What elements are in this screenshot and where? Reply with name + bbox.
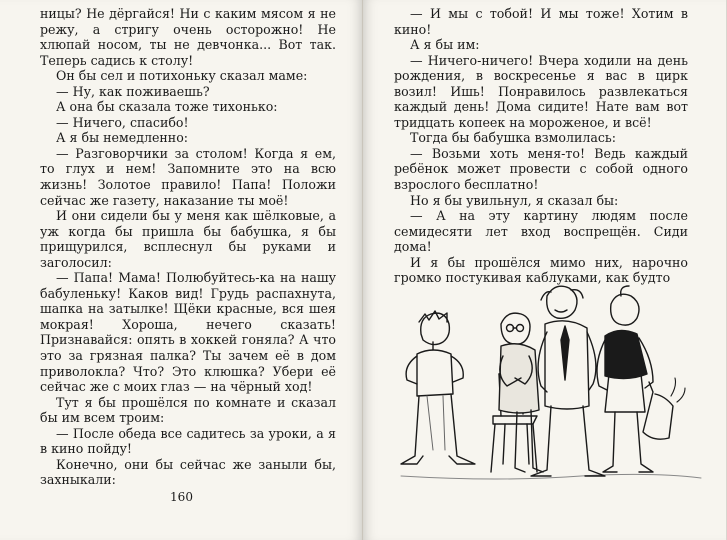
grandfather-figure xyxy=(531,286,605,476)
left-page-text xyxy=(40,6,336,488)
paragraph: — Разговорчики за столом! Когда я ем, то глух и нем! Запомните это на всю жизнь! Золотое правило! Папа! Положи сейчас же газету, наказание ты моё! xyxy=(40,145,336,208)
paragraph: Тогда бы бабушка взмолилась: xyxy=(410,130,617,146)
paragraph: — После обеда все садитесь за уроки, а я в кино пойду! xyxy=(40,425,336,457)
mother-figure xyxy=(597,286,685,472)
right-page xyxy=(363,0,726,540)
paragraph: — Ничего-ничего! Вчера ходили на день рождения, в воскресенье я вас в цирк возил! Ишь! Понравилось развлекаться каждый день! Дома сидите! Нате вам вот тридцать копеек на мороженое, и всё! xyxy=(394,52,688,130)
paragraph: А я бы им: xyxy=(410,37,480,53)
grandmother-figure xyxy=(499,313,543,472)
paragraph: — А на эту картину людям после семидесяти лет вход воспрещён. Сиди дома! xyxy=(394,208,688,255)
paragraph: Но я бы увильнул, я сказал бы: xyxy=(410,192,619,208)
paragraph: И я бы прошёлся мимо них, нарочно громко постукивая каблуками, как будто xyxy=(394,254,688,286)
paragraph: А я бы немедленно: xyxy=(56,130,189,146)
boy-figure xyxy=(401,311,475,464)
paragraph: И они сидели бы у меня как шёлковые, а уж когда бы пришла бы бабушка, я бы прищурился, всплеснул бы руками и заголосил: xyxy=(40,208,336,270)
page-number: 160 xyxy=(170,490,193,504)
left-page xyxy=(0,0,363,540)
paragraph: Конечно, они бы сейчас же заныли бы, захныкали: xyxy=(40,456,336,488)
paragraph: Тут я бы прошёлся по комнате и сказал бы им всем троим: xyxy=(40,394,336,426)
paragraph: — И мы с тобой! И мы тоже! Хотим в кино! xyxy=(394,6,688,37)
right-page-text xyxy=(394,6,688,286)
paragraph: Он бы сел и потихоньку сказал маме: xyxy=(56,68,308,84)
paragraph: — Папа! Мама! Полюбуйтесь-ка на нашу бабуленьку! Каков вид! Грудь распахнута, шапка на затылке! Щёки красные, вся шея мокрая! Хороша, нечего сказать! Признавайся: опять в хоккей гоняла? А что это за грязная палка? Ты зачем её в дом приволокла? Что? Это клюшка? Убери её сейчас же с моих глаз — на чёрный ход! xyxy=(40,270,336,395)
paragraph: А она бы сказала тоже тихонько: xyxy=(56,99,278,115)
paragraph: ницы? Не дёргайся! Ни с каким мясом я не режу, а стригу очень осторожно! Не хлюпай носом, ты не девчонка... Вот так. Теперь садись к столу! xyxy=(40,6,336,68)
paragraph: — Возьми хоть меня-то! Ведь каждый ребёнок может провести с собой одного взрослого бесплатно! xyxy=(394,145,688,193)
paragraph: — Ничего, спасибо! xyxy=(56,114,189,130)
family-illustration xyxy=(381,276,726,486)
paragraph: — Ну, как поживаешь? xyxy=(56,83,210,99)
